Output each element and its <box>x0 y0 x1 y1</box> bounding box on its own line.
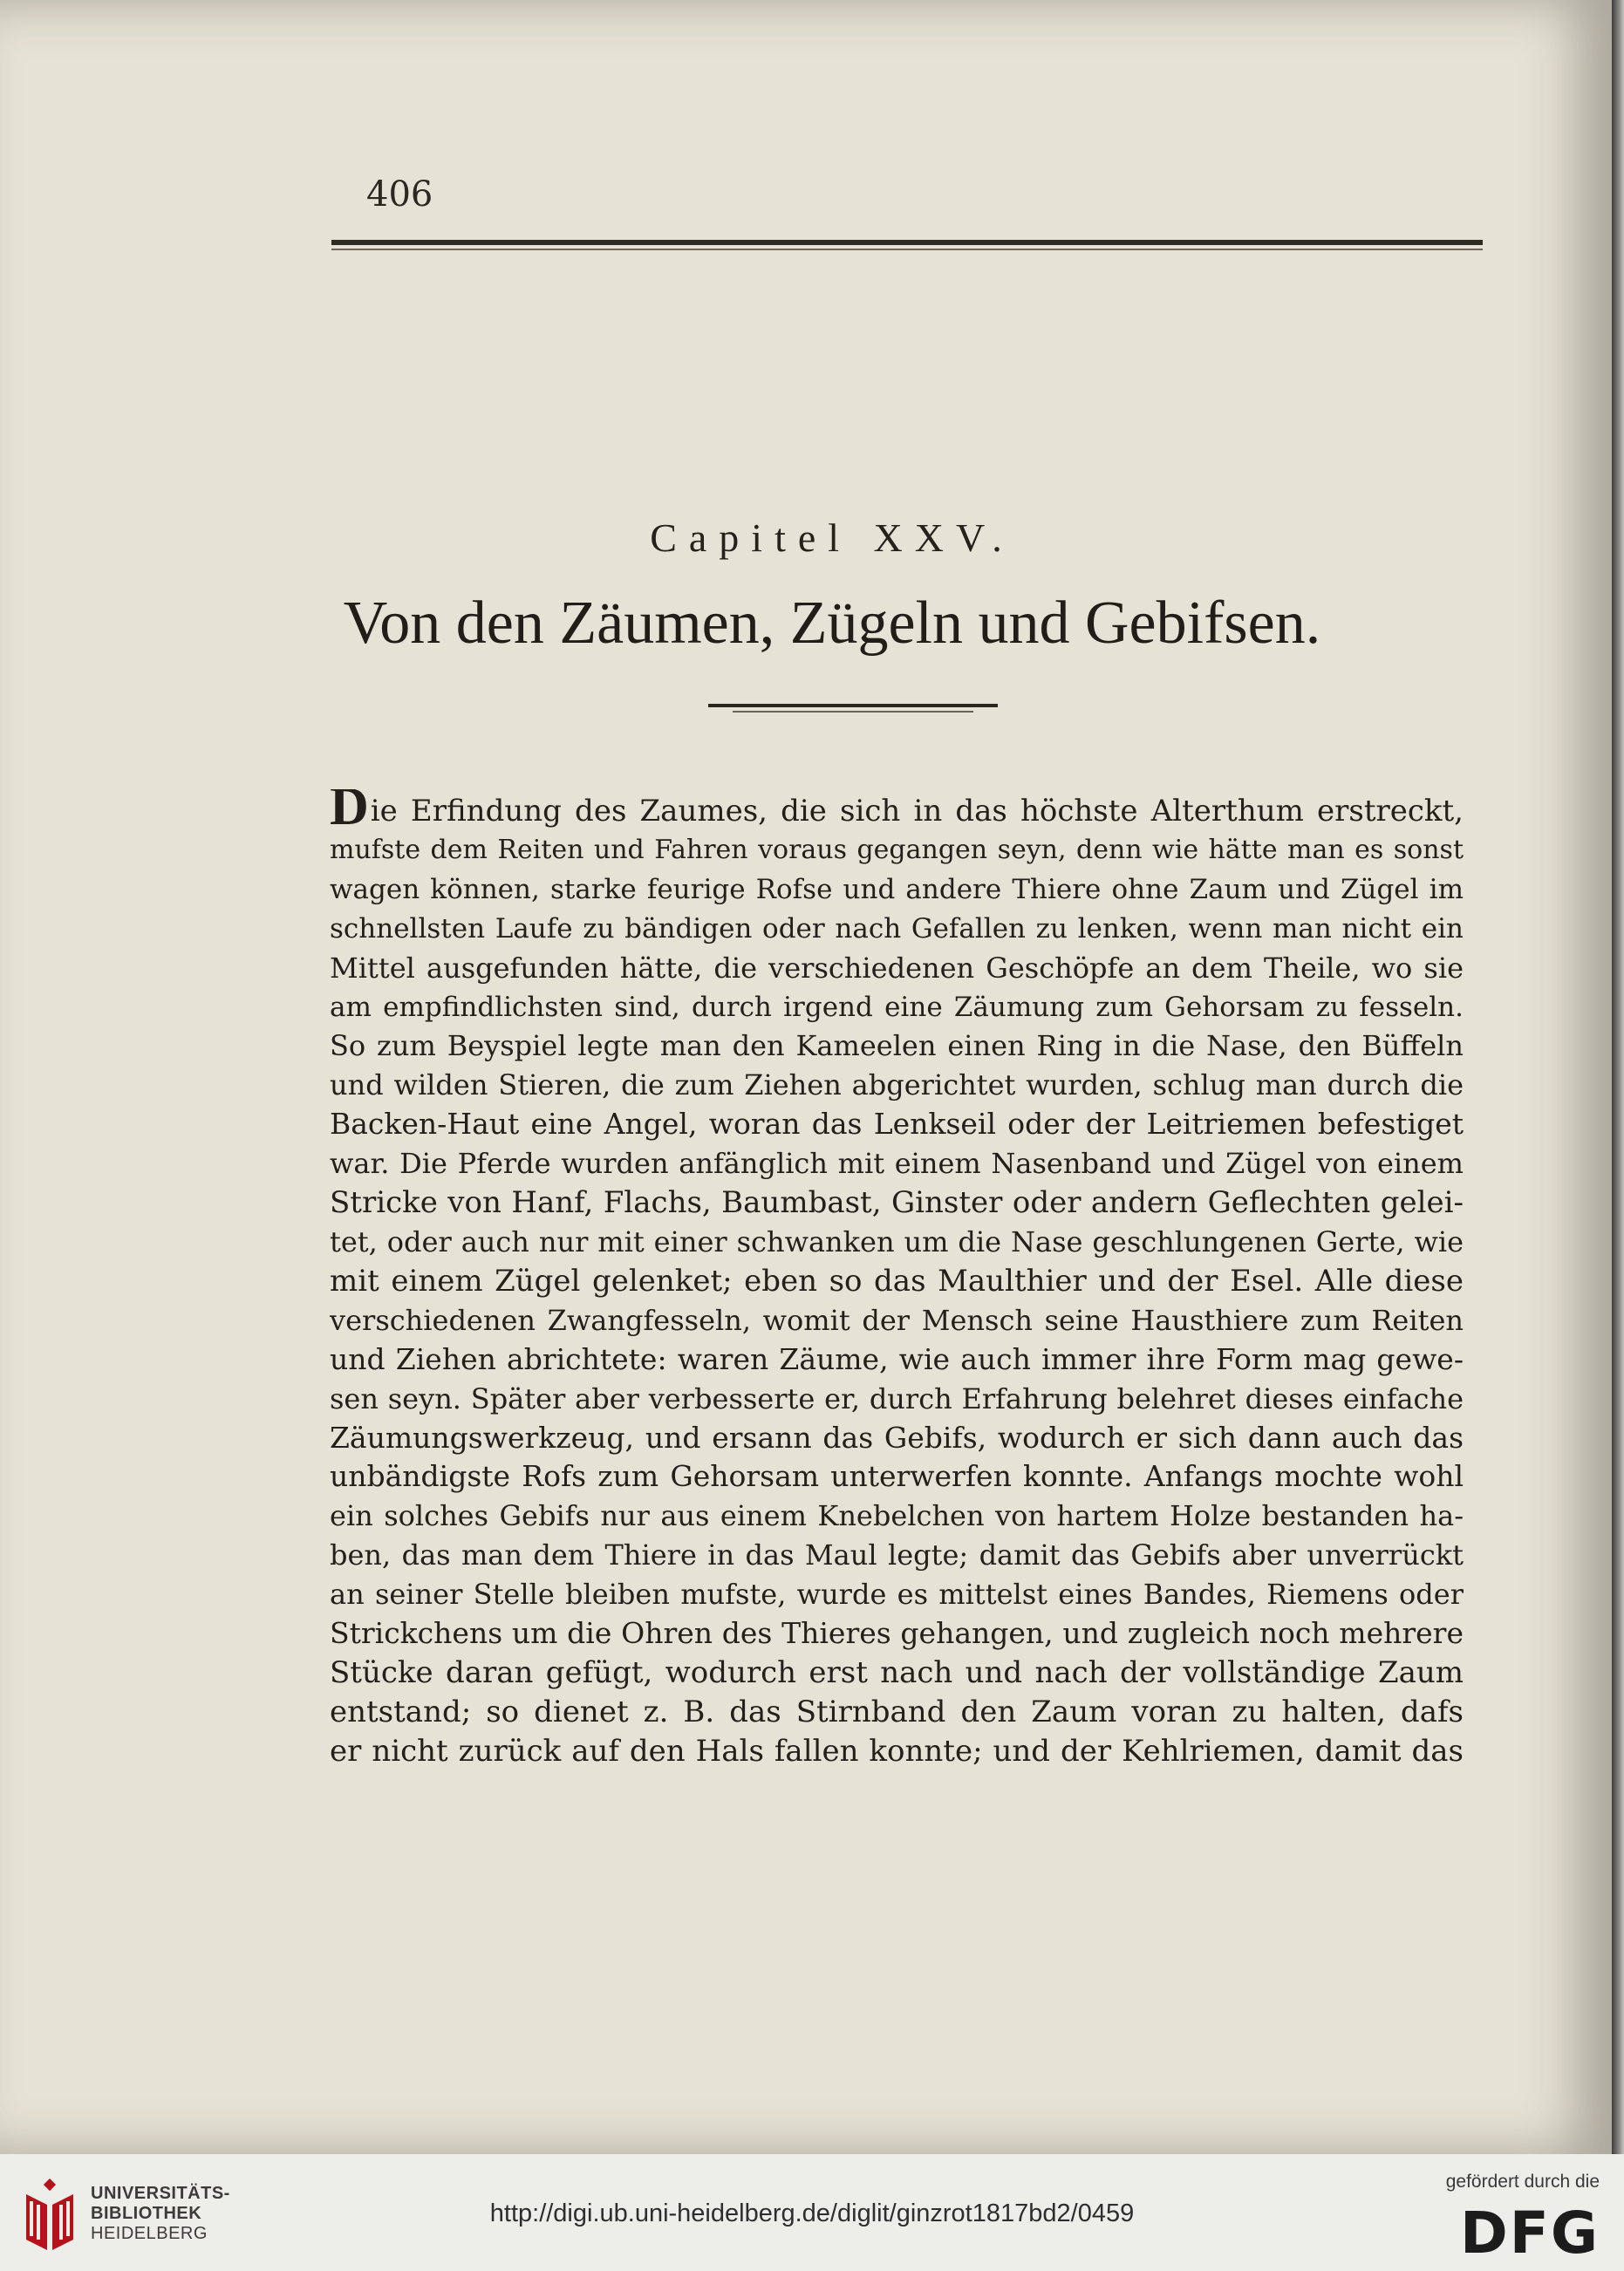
text-line <box>330 1105 1464 1144</box>
text-line <box>330 1693 1464 1732</box>
text-line-content: Stücke daran gefügt, wodurch erst nach und nach der vollständige Zaum <box>330 1654 1464 1690</box>
text-line-content: und wilden Stieren, die zum Ziehen abgerichtet wurden, schlug man durch die <box>330 1068 1464 1102</box>
institution-line-3: HEIDELBERG <box>91 2224 208 2243</box>
text-line <box>330 1732 1464 1771</box>
text-line <box>330 988 1464 1027</box>
text-line-content: mit einem Zügel gelenket; eben so das Maulthier und der Esel. Alle diese <box>330 1263 1464 1299</box>
text-line <box>330 1262 1464 1301</box>
text-line <box>330 1144 1464 1183</box>
text-line <box>330 949 1464 988</box>
text-line-content: tet, oder auch nur mit einer schwanken um die Nase geschlungenen Gerte, wie <box>330 1224 1464 1258</box>
page-number: 406 <box>366 174 433 215</box>
chapter-title: Von den Zäumen, Zügeln und Gebifsen. <box>343 590 1321 657</box>
text-line <box>330 789 1464 831</box>
page-edge <box>1612 0 1624 2154</box>
text-line-content: und Ziehen abrichtete: waren Zäume, wie auch immer ihre Form mag gewe- <box>330 1341 1464 1376</box>
text-line <box>330 1457 1464 1497</box>
text-line-content: ein solches Gebifs nur aus einem Knebelchen von hartem Holze bestanden ha- <box>330 1499 1464 1533</box>
text-line <box>330 1614 1464 1654</box>
text-line <box>330 1183 1464 1223</box>
text-line-content: er nicht zurück auf den Hals fallen konnte; und der Kehlriemen, damit das <box>330 1733 1464 1769</box>
text-line <box>330 1536 1464 1575</box>
ornament-rule <box>708 704 998 707</box>
text-line <box>330 1380 1464 1419</box>
text-line-content: Zäumungswerkzeug, und ersann das Gebifs, wodurch er sich dann auch das <box>330 1420 1464 1455</box>
text-line <box>330 1497 1464 1536</box>
text-line-content: sen seyn. Später aber verbesserte er, durch Erfahrung belehret dieses einfache <box>330 1381 1464 1415</box>
text-line <box>330 1066 1464 1105</box>
text-line-content: ie Erfindung des Zaumes, die sich in das höchste Alterthum erstreckt, <box>370 794 1464 829</box>
text-line <box>330 831 1464 870</box>
chapter-label: Capitel XXV. <box>650 515 1014 560</box>
text-line <box>330 1340 1464 1380</box>
text-line-content: Mittel ausgefunden hätte, die verschiedenen Geschöpfe an dem Theile, wo sie <box>330 951 1464 985</box>
text-line <box>330 1026 1464 1066</box>
text-line-content: war. Die Pferde wurden anfänglich mit einem Nasenband und Zügel von einem <box>330 1147 1464 1181</box>
header-rule <box>331 240 1483 245</box>
text-line-content: Stricke von Hanf, Flachs, Baumbast, Ginster oder andern Geflechten gelei- <box>330 1185 1464 1221</box>
funded-by-label: gefördert durch die <box>1445 2172 1600 2192</box>
text-line <box>330 1575 1464 1614</box>
text-line <box>330 1654 1464 1693</box>
text-line-content: ben, das man dem Thiere in das Maul legte; damit das Gebifs aber unverrückt <box>330 1538 1464 1572</box>
text-line-content: Backen-Haut eine Angel, woran das Lenkseil oder der Leitriemen befestiget <box>330 1107 1464 1142</box>
body-text <box>330 789 1464 1771</box>
text-line <box>330 910 1464 949</box>
text-line-content: mufste dem Reiten und Fahren voraus gegangen seyn, denn wie hätte man es sonst <box>330 834 1464 865</box>
text-line <box>330 1301 1464 1340</box>
text-line <box>330 870 1464 910</box>
text-line-content: entstand; so dienet z. B. das Stirnband den Zaum voran zu halten, dafs <box>330 1694 1464 1729</box>
text-line-content: am empfindlichsten sind, durch irgend eine Zäumung zum Gehorsam zu fesseln. <box>330 991 1464 1023</box>
institution-line-1: UNIVERSITÄTS- <box>91 2184 230 2203</box>
header-rule-thin <box>331 249 1483 250</box>
dfg-logo: DFG <box>1459 2199 1600 2267</box>
text-line <box>330 1223 1464 1262</box>
text-line-content: schnellsten Laufe zu bändigen oder nach Gefallen zu lenken, wenn man nicht ein <box>330 912 1464 945</box>
drop-cap: D <box>330 789 369 831</box>
footer-bar <box>0 2154 1624 2271</box>
text-line <box>330 1419 1464 1458</box>
ornament-rule-thin <box>733 711 973 713</box>
source-url-link[interactable]: http://digi.ub.uni-heidelberg.de/diglit/ginzrot1817bd2/0459 <box>489 2199 1135 2227</box>
text-line-content: Strickchens um die Ohren des Thieres gehangen, und zugleich noch mehrere <box>330 1616 1464 1651</box>
text-line-content: verschiedenen Zwangfesseln, womit der Mensch seine Hausthiere zum Reiten <box>330 1303 1464 1337</box>
text-line-content: wagen können, starke feurige Rofse und andere Thiere ohne Zaum und Zügel im <box>330 873 1464 905</box>
text-line-content: an seiner Stelle bleiben mufste, wurde es mittelst eines Bandes, Riemens oder <box>330 1578 1464 1612</box>
text-line-content: So zum Beyspiel legte man den Kameelen einen Ring in die Nase, den Büffeln <box>330 1029 1464 1063</box>
institution-line-2: BIBLIOTHEK <box>91 2204 202 2223</box>
text-line-content: unbändigste Rofs zum Gehorsam unterwerfen konnte. Anfangs mochte wohl <box>330 1459 1464 1494</box>
